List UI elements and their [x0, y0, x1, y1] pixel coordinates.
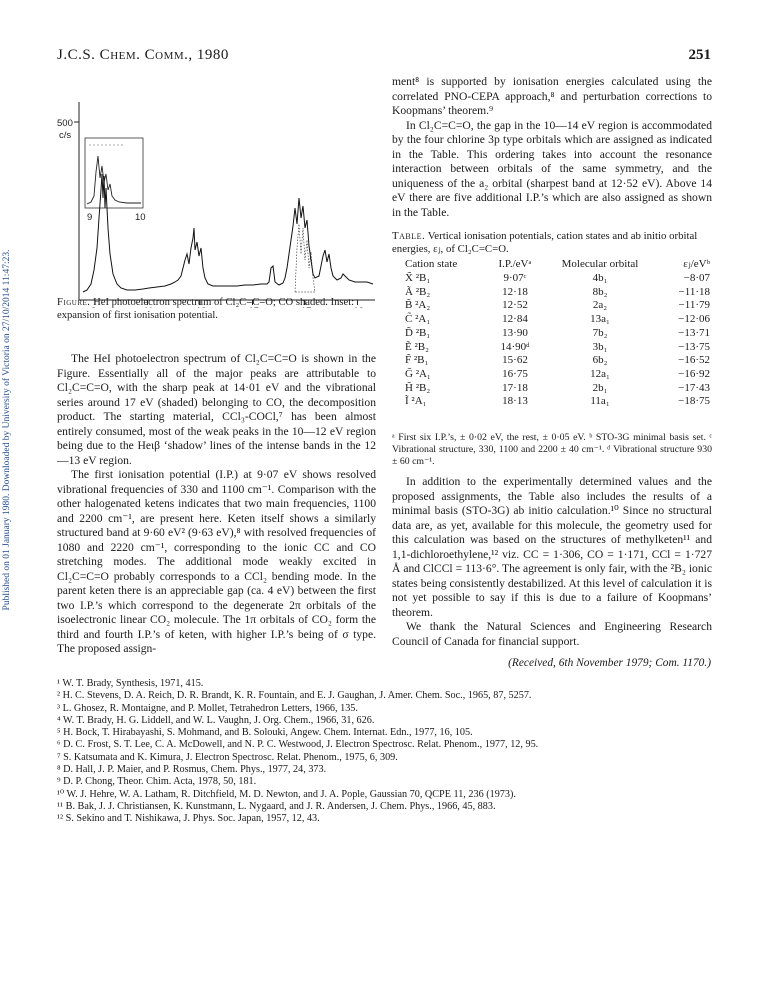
table-cell: H̃ ²B₂ [405, 381, 431, 394]
table-cell: X̃ ²B₁ [405, 272, 431, 284]
column-header: I.P./eVᵃ [498, 258, 532, 270]
table-cell: 2a₂ [592, 299, 608, 312]
table-row [405, 272, 710, 286]
table-cell: −13·71 [678, 326, 710, 339]
inset-tick-label: 10 [135, 212, 146, 223]
table-label: Table. [392, 230, 426, 242]
table-cell: D̃ ²B₁ [405, 326, 431, 339]
y-tick-label: 500 [57, 118, 73, 129]
table-cell: 7b₂ [592, 326, 608, 339]
reference-item: ⁴ W. T. Brady, H. G. Liddell, and W. L. Vaughn, J. Org. Chem., 1966, 31, 626. [57, 714, 375, 726]
right-column-body-bottom [392, 475, 712, 649]
table-cell: 16·75 [502, 367, 528, 380]
left-column-body [57, 352, 376, 657]
reference-item: ² H. C. Stevens, D. A. Reich, D. R. Brandt, K. R. Fountain, and E. J. Gaughan, J. Amer. Chem. Soc., 1965, 87, 5257. [57, 690, 532, 702]
table-cell: C̃ ²A₁ [405, 313, 431, 326]
reference-item: ⁸ D. Hall, J. P. Maier, and P. Rosmus, Chem. Phys., 1977, 24, 373. [57, 764, 327, 776]
reference-item: ³ L. Ghosez, R. Montaigne, and P. Mollet, Tetrahedron Letters, 1966, 135. [57, 702, 358, 714]
right-column-body-top [392, 75, 712, 220]
reference-item: ¹⁰ W. J. Hehre, W. A. Latham, R. Ditchfield, M. D. Newton, and J. A. Pople, Gaussian 70, QCPE 11, 236 (1973). [57, 788, 516, 800]
caption-text: HeI photoelectron spectrum of Cl₂C=C=O; CO shaded. Inset: expansion of first ionisation potential. [57, 297, 355, 321]
inset-trace [87, 156, 141, 204]
reference-item: ⁷ S. Katsumata and K. Kimura, J. Electron Spectrosc. Relat. Phenom., 1975, 6, 309. [57, 751, 398, 763]
table-cell: 18·13 [502, 395, 528, 408]
table-cell: 13·90 [502, 326, 528, 339]
table-cell: 12a₁ [590, 367, 610, 380]
table-cell: Ĩ ²A₁ [405, 395, 427, 408]
paragraph: The HeI photoelectron spectrum of Cl₂C=C=O is shown in the Figure. Essentially all of the major peaks are attributable to Cl₂C=C=O, with the sharp peak at 14·01 eV and the vibrational series around 17 eV (shaded) belonging to CO, the decomposition product. The starting material, CCl₃-COCl,⁷ has been almost entirely consumed, most of the weak peaks in the 10—12 eV region being due to the Heιβ ‘shadow’ lines of the intense bands in the 12—13 eV region. [57, 352, 376, 467]
table-cell: −8·07 [683, 272, 710, 284]
table-row [405, 354, 710, 368]
table-row [405, 382, 710, 396]
reference-item: ⁵ H. Bock, T. Hirabayashi, S. Mohmand, and B. Solouki, Angew. Chem. Internat. Edn., 1977, 16, 105. [57, 727, 473, 739]
table-cell: G̃ ²A₁ [405, 367, 431, 380]
paragraph: In addition to the experimentally determined values and the proposed assignments, the Table also includes the results of a minimal basis (STO-3G) ab initio calculation.¹⁰ Since no structural data are, as yet, available for this molecule, the geometry used for this calculation was based on the structures of methylketen¹¹ and 1,1-dichloroethylene,¹² viz. CC = 1·306, CO = 1·171, CCl = 1·727 Å and ClCCl = 113·6°. The agreement is only fair, with the ²B₂ ionic states being consistently destabilized. At this level of calculation it is not yet possible to say if this is due to a failure of Koopmans’ theorem. [392, 475, 712, 619]
co-shaded-band [295, 224, 315, 292]
table-row [405, 368, 710, 382]
table-cell: −18·75 [678, 395, 710, 408]
table-cell: F̃ ²B₁ [405, 354, 429, 367]
paragraph: The first ionisation potential (I.P.) at 9·07 eV shows resolved vibrational frequencies of 330 and 1100 cm⁻¹. Comparison with the other halogenated ketens indicates that two main frequencies, 1100 and 2200 cm⁻¹, are present here. Keten itself shows a similarly structured band at 9·60 eV² (9·63 eV),⁸ with resolved frequencies of 1080 and 2220 cm⁻¹, corresponding to the ionic CC and CO stretching modes. The additional mode weakly excited in Cl₂C=C=O probably corresponds to a CCl₂ bending mode. In the parent keten there is an appreciable gap (ca. 4 eV) between the first two I.P.’s which correspond to the degenerate 2π orbitals of the isoelectronic linear CO₂ molecule. The 1π orbitals of CO₂ form the third and fourth I.P.’s of keten, with higher I.P.’s being of σ type. The proposed assign- [57, 468, 376, 655]
table-title-text: Vertical ionisation potentials, cation states and ab initio orbital energies, εⱼ, of Cl₂C=C=O. [392, 230, 698, 255]
table-body [405, 272, 710, 409]
table-cell: 6b₂ [592, 354, 608, 367]
table-cell: 12·52 [502, 299, 528, 312]
figure-caption [57, 297, 376, 322]
table-cell: 12·84 [502, 313, 528, 326]
spectrum-figure [57, 78, 379, 308]
table-cell: 9·07ᶜ [503, 272, 527, 284]
table-cell: 15·62 [502, 354, 528, 367]
reference-item: ⁹ D. P. Chong, Theor. Chim. Acta, 1978, 50, 181. [57, 776, 257, 788]
table-cell: 12·18 [502, 285, 528, 298]
received-date: (Received, 6th November 1979; Com. 1170.) [508, 657, 711, 669]
reference-item: ¹ W. T. Brady, Synthesis, 1971, 415. [57, 678, 204, 689]
inset-tick-label: 9 [87, 212, 93, 223]
table-cell: −12·06 [678, 313, 710, 326]
table-cell: B̃ ²A₂ [405, 299, 431, 312]
caption-label: Figure. [57, 297, 91, 308]
reference-item: ¹¹ B. Bak, J. J. Christiansen, K. Kunstmann, L. Nygaard, and J. R. Andersen, J. Chem. Phys., 1966, 45, 883. [57, 800, 496, 812]
table-cell: 17·18 [502, 381, 528, 394]
table-cell: 4b₁ [592, 272, 608, 284]
table-row [405, 327, 710, 341]
reference-item: ⁶ D. C. Frost, S. T. Lee, C. A. McDowell, and N. P. C. Westwood, J. Electron Spectrosc. Relat. Phenom., 1977, 12, 95. [57, 739, 539, 751]
table-row [405, 313, 710, 327]
table-title [392, 230, 712, 256]
table-row [405, 341, 710, 355]
table-cell: Ẽ ²B₂ [405, 340, 429, 353]
table-cell: −16·52 [678, 354, 710, 367]
download-note-text: Published on 01 January 1980. Downloaded by University of Victoria on 27/10/2014 11:47:23. [2, 249, 12, 611]
table-row [405, 395, 710, 409]
table-cell: 13a₁ [590, 313, 610, 326]
table-cell: −11·18 [678, 285, 710, 298]
table-cell: 11a₁ [590, 395, 610, 408]
page-number: 251 [688, 47, 711, 63]
download-note [1, 165, 13, 695]
table-cell: Ã ²B₂ [405, 285, 431, 298]
reference-item: ¹² S. Sekino and T. Nishikawa, J. Phys. Soc. Japan, 1957, 12, 43. [57, 813, 320, 825]
table-cell: 14·90ᵈ [500, 340, 530, 353]
table-row [405, 299, 710, 313]
paragraph: ment⁸ is supported by ionisation energies calculated using the correlated PNO-CEPA approach,⁸ and perturbation corrections to Koopmans’ theorem.⁹ [392, 75, 712, 117]
table-cell: −16·92 [678, 367, 710, 380]
table-cell: 8b₂ [592, 285, 608, 298]
table-cell: −13·75 [678, 340, 710, 353]
spectrum-plot [57, 78, 379, 308]
column-header: Molecular orbital [561, 258, 639, 270]
journal-header: J.C.S. Chem. Comm., 1980 [57, 47, 229, 63]
table-footnotes: ᵃ First six I.P.’s, ± 0·02 eV, the rest, ± 0·05 eV. ᵇ STO-3G minimal basis set. ᶜ Vibrational structure, 330, 1100 and 2200 ± 40 cm⁻¹. ᵈ Vibrational structure 930 ± 60 cm⁻¹. [392, 432, 712, 467]
paragraph: In Cl₂C=C=O, the gap in the 10—14 eV region is accommodated by the four chlorine 3p type orbitals which are assigned as indicated in the Table. This ordering takes into account the resonance interaction between orbitals of the same symmetry, and the uniqueness of the a₂ orbital (sharpest band at 12·52 eV). Above 14 eV there are five additional I.P.’s which are also assigned as shown in the Table. [392, 118, 712, 219]
table-cell: −17·43 [678, 381, 710, 394]
references-list [57, 678, 717, 826]
ionisation-table [405, 258, 710, 409]
table-row [405, 286, 710, 300]
table-header-row [405, 258, 710, 272]
table-cell: −11·79 [678, 299, 710, 312]
spectrum-trace [83, 174, 373, 292]
y-unit-label: c/s [59, 130, 72, 141]
column-header: Cation state [405, 258, 458, 270]
table-cell: 3b₁ [592, 340, 608, 353]
column-header: εⱼ/eVᵇ [683, 258, 710, 270]
paragraph: We thank the Natural Sciences and Engineering Research Council of Canada for financial support. [392, 620, 712, 648]
table-cell: 2b₁ [592, 381, 608, 394]
